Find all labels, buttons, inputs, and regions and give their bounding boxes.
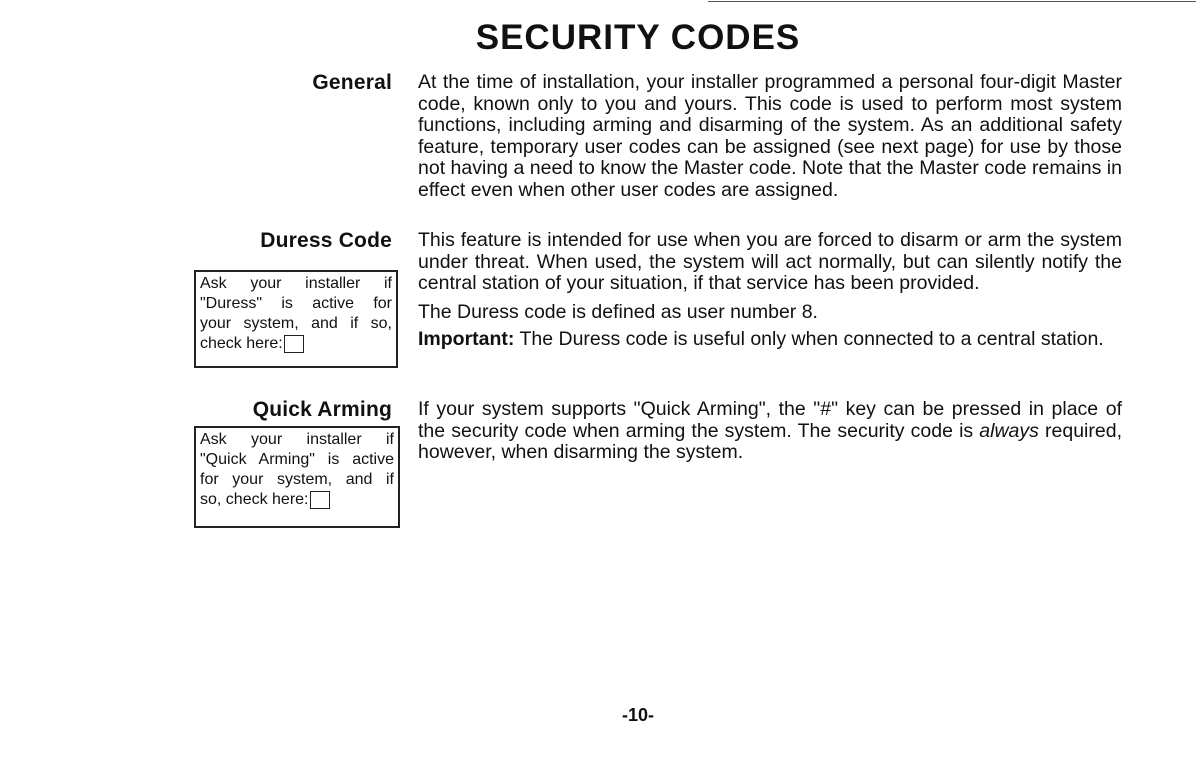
- note-line: Ask your installer if: [200, 431, 394, 448]
- note-line: "Quick Arming" is active: [200, 451, 394, 468]
- general-section: [418, 72, 1122, 201]
- note-line-checkbox: [200, 334, 392, 354]
- note-line: "Duress" is active for: [200, 295, 392, 312]
- quick-arming-text-after: required, however, when disarming the system.: [418, 419, 1122, 463]
- note-line: Ask your installer if: [200, 275, 392, 292]
- quick-arming-section: [418, 399, 1122, 464]
- top-rule: [708, 1, 1196, 2]
- note-line: your system, and if so,: [200, 315, 392, 332]
- duress-code-heading: Duress Code: [260, 229, 392, 252]
- important-label: Important:: [418, 328, 515, 350]
- quick-arming-installer-note: [194, 426, 400, 528]
- note-line-checkbox: [200, 490, 394, 510]
- general-paragraph: At the time of installation, your installer programmed a personal four-digit Master code, known only to you and yours. This code is used to perform most system functions, including arming and disarming of the system. As an additional safety feature, temporary user codes can be assigned (see next page) for use by those not having a need to know the Master code. Note that the Master code remains in effect even when other user codes are assigned.: [418, 71, 1122, 201]
- quick-arming-checkbox[interactable]: [310, 491, 330, 509]
- always-emphasis: always: [979, 419, 1039, 442]
- note-line: for your system, and if: [200, 471, 394, 488]
- quick-arming-heading: Quick Arming: [252, 398, 392, 421]
- duress-installer-note: [194, 270, 398, 368]
- duress-paragraph: This feature is intended for use when you are forced to disarm or arm the system under threat. When used, the system will act normally, but can silently notify the central station of your situation, if that service has been provided.: [418, 229, 1122, 294]
- note-line: check here:: [200, 335, 283, 352]
- note-line: so, check here:: [200, 491, 309, 508]
- general-heading: General: [312, 71, 392, 94]
- important-text: The Duress code is useful only when connected to a central station.: [514, 328, 1104, 350]
- quick-arming-text-before: If your system supports "Quick Arming", the "#" key can be pressed in place of the security code when arming the system. The security code is: [418, 398, 1122, 442]
- important-note: [418, 329, 1122, 351]
- page-number: -10-: [621, 705, 654, 725]
- page-title: SECURITY CODES: [475, 18, 801, 57]
- duress-section: [418, 230, 1122, 351]
- duress-user-number: The Duress code is defined as user number 8.: [418, 300, 818, 323]
- quick-arming-paragraph: [418, 399, 1122, 464]
- duress-checkbox[interactable]: [284, 335, 304, 353]
